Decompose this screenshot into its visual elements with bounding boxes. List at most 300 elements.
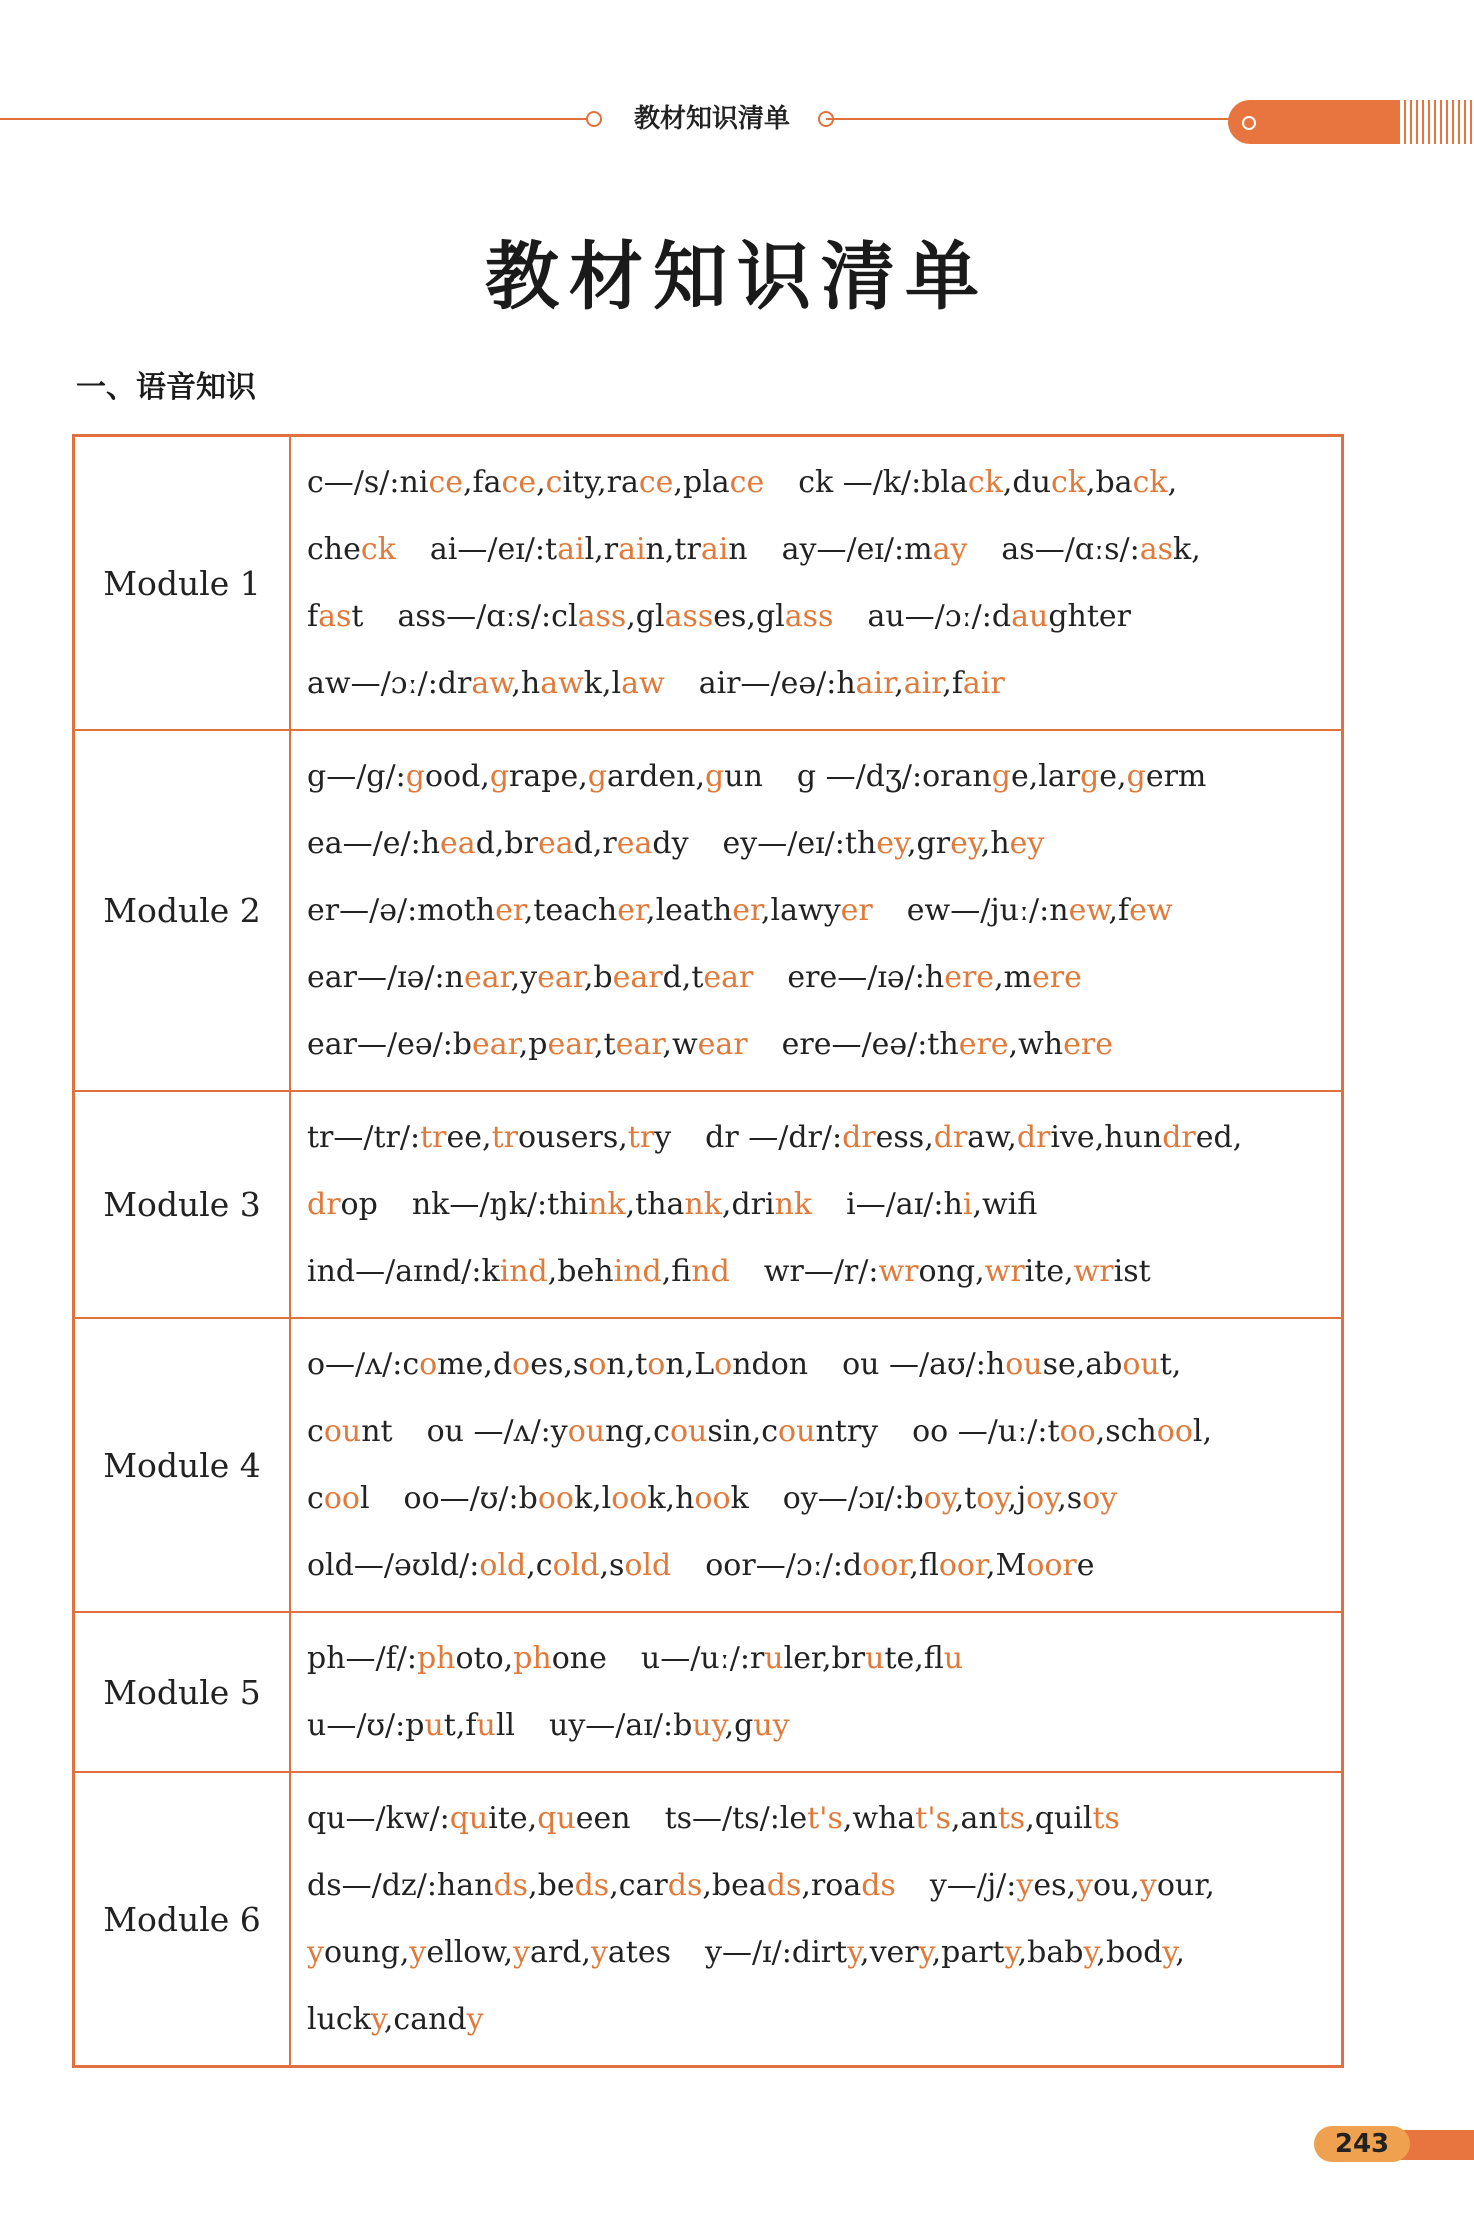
rule-text: ates [607,1935,671,1970]
rule-text: ou —/ʌ/:y [426,1414,568,1449]
rule-text: t,f [443,1708,477,1743]
highlighted-letters: g [1126,759,1146,794]
module-content [290,436,1343,731]
rule-text: u—/uː/:r [640,1641,765,1676]
highlighted-letters: ou [670,1414,708,1449]
rule-text: ds—/dz/:han [307,1868,494,1903]
highlighted-letters: oy [1026,1481,1058,1516]
highlighted-letters: u [424,1708,444,1743]
highlighted-letters: ind [691,1254,730,1289]
rule-text: y [654,1120,672,1155]
rule-text: u—/ʊ/:p [307,1708,425,1743]
rule-text: l [359,1481,370,1516]
highlighted-letters: ere [944,960,995,995]
highlighted-letters: as [1139,532,1174,567]
rule-text: ,f [942,666,963,701]
rule-text: oto, [455,1641,514,1676]
module-label: Module 5 [74,1612,291,1772]
highlighted-letters: oor [1026,1548,1077,1583]
rule-text: er—/ə/:moth [307,893,496,928]
highlighted-letters: ere [1032,960,1082,995]
highlighted-letters: y [307,1935,324,1970]
rule-text: ,du [1002,465,1051,500]
phonics-line [307,743,1327,810]
rule-text: ,fl [909,1548,939,1583]
rule-text: c—/s/:ni [307,465,429,500]
rule-text: k,l [573,1481,612,1516]
module-content [290,1772,1343,2067]
highlighted-letters: wr [984,1254,1025,1289]
highlighted-letters: g [405,759,425,794]
highlighted-letters: ea [440,826,476,861]
rule-text: ong, [918,1254,985,1289]
rule-text: g—/g/: [307,759,406,794]
module-label: Module 4 [74,1318,291,1612]
phonics-line [307,1171,1327,1238]
rule-text: ,roa [801,1868,862,1903]
phonics-line [307,877,1327,944]
rule-text: g —/dʒ/:oran [796,759,992,794]
rule-text: qu—/kw/: [307,1801,450,1836]
rule-text: ite, [488,1801,538,1836]
rule-text: sin,c [707,1414,779,1449]
rule-text: l, [1192,1414,1213,1449]
rule-text: ,pla [673,465,730,500]
highlighted-letters: ear [463,960,511,995]
highlighted-letters: nk [588,1187,626,1222]
rule-text: luck [307,2002,371,2037]
rule-text: aw—/ɔː/:dr [307,666,472,701]
rule-text: rape, [509,759,588,794]
rule-text: ,ba [1085,465,1133,500]
highlighted-letters: uy [692,1708,725,1743]
rule-text: ,bea [702,1868,767,1903]
highlighted-letters: nk [774,1187,813,1222]
highlighted-letters: ere [1063,1027,1113,1062]
highlighted-letters: ou [567,1414,606,1449]
rule-text: oung, [323,1935,410,1970]
highlighted-letters: dr [1016,1120,1051,1155]
rule-text: ea—/e/:h [307,826,441,861]
highlighted-letters: y [1004,1935,1018,1970]
rule-text: t, [1159,1347,1182,1382]
rule-text: oy—/ɔɪ/:b [782,1481,924,1516]
highlighted-letters: ts [997,1801,1026,1836]
rule-text: es,s [530,1347,589,1382]
phonics-rule [549,1708,790,1743]
rule-text: ,p [518,1027,548,1062]
rule-text: te,fl [884,1641,944,1676]
highlighted-letters: g [991,759,1011,794]
highlighted-letters: dr [842,1120,876,1155]
module-row [74,1318,1343,1612]
phonics-rule [723,826,1045,861]
phonics-rule [846,1187,1037,1222]
phonics-line [307,516,1327,583]
module-label: Module 1 [74,436,291,731]
highlighted-letters: aw [471,666,512,701]
phonics-rule [705,1935,1185,1970]
rule-text: ed, [1195,1120,1243,1155]
rule-text: c [307,1481,324,1516]
rule-text: ist [1113,1254,1151,1289]
rule-text: f [307,599,319,634]
phonics-line [307,1465,1327,1532]
module-label: Module 3 [74,1091,291,1318]
highlighted-letters: ce [729,465,765,500]
module-content [290,1612,1343,1772]
rule-text: n,t [606,1347,648,1382]
highlighted-letters: ear [703,960,754,995]
highlighted-letters: oo [323,1481,360,1516]
rule-text: uy—/aɪ/:b [549,1708,693,1743]
highlighted-letters: ai [700,532,729,567]
phonics-line [307,650,1327,717]
rule-text: ,f [661,1254,692,1289]
highlighted-letters: er [732,893,762,928]
phonics-line [307,1625,1327,1692]
rule-text: ,car [609,1868,668,1903]
highlighted-letters: ear [472,1027,519,1062]
highlighted-letters: o [588,1347,607,1382]
highlighted-letters: t's [915,1801,951,1836]
phonics-rule [797,759,1206,794]
highlighted-letters: aw [621,666,665,701]
rule-text: d,t [662,960,704,995]
header-rule-left-dot [586,111,602,127]
highlighted-letters: air [855,666,895,701]
rule-text: ew—/juː/:n [906,893,1069,928]
header-rule-left [0,118,588,120]
rule-text: one [551,1641,607,1676]
highlighted-letters: ass [784,599,834,634]
phonics-rule [307,893,873,928]
highlighted-letters: ey [876,826,907,861]
rule-text: ousers, [517,1120,628,1155]
rule-text: ere—/ɪə/:h [787,960,945,995]
highlighted-letters: ou [778,1414,816,1449]
rule-text: ,s [1057,1481,1083,1516]
phonics-rule [699,666,1005,701]
highlighted-letters: ou [1005,1347,1043,1382]
highlighted-letters: ph [416,1641,456,1676]
rule-text: ,ver [860,1935,919,1970]
highlighted-letters: y [409,1935,427,1970]
highlighted-letters: nk [684,1187,722,1222]
highlighted-letters: ay [932,532,968,567]
rule-text: ,wha [842,1801,916,1836]
highlighted-letters: er [840,893,873,928]
rule-text: ee, [446,1120,492,1155]
highlighted-letters: wr [878,1254,919,1289]
header-stripes-decoration [1398,100,1474,144]
phonics-rule [307,2002,484,2037]
rule-text: k [730,1481,749,1516]
highlighted-letters: old [552,1548,600,1583]
phonics-rule [307,1254,730,1289]
highlighted-letters: old [479,1548,527,1583]
phonics-rule [930,1868,1215,1903]
phonics-rule [397,599,833,634]
rule-text: ai—/eɪ/:t [429,532,558,567]
rule-text: , [536,465,546,500]
module-label: Module 6 [74,1772,291,2067]
highlighted-letters: ck [360,532,396,567]
phonics-rule [764,1254,1151,1289]
header-rule-right [826,118,1236,120]
highlighted-letters: ea [537,826,574,861]
rule-text: ,teach [523,893,618,928]
phonics-rule [307,1481,370,1516]
highlighted-letters: ds [574,1868,610,1903]
rule-text: e [1076,1548,1095,1583]
rule-text: au—/ɔː/:d [867,599,1012,634]
highlighted-letters: g [587,759,607,794]
rule-text: ,wif [972,1187,1038,1222]
highlighted-letters: ds [766,1868,802,1903]
rule-text: e, [1099,759,1127,794]
highlighted-letters: aw [540,666,584,701]
rule-text: ay—/eɪ/:m [781,532,933,567]
highlighted-letters: ck [967,465,1003,500]
module-content [290,1318,1343,1612]
highlighted-letters: ass [577,599,627,634]
rule-text: y—/ɪ/:dirt [705,1935,848,1970]
highlighted-letters: oor [938,1548,987,1583]
rule-text: our, [1156,1868,1215,1903]
highlighted-letters: ear [697,1027,748,1062]
highlighted-letters: y [590,1935,608,1970]
phonics-rule [307,1414,393,1449]
phonics-rule [307,1548,671,1583]
highlighted-letters: o [714,1347,733,1382]
phonics-rule [307,1027,748,1062]
highlighted-letters: qu [537,1801,576,1836]
rule-text: ite, [1024,1254,1074,1289]
rule-text: un [724,759,763,794]
phonics-rule [427,1414,879,1449]
highlighted-letters: oy [923,1481,955,1516]
rule-text: , [894,666,904,701]
rule-text: nt [361,1414,393,1449]
rule-text: k,h [647,1481,695,1516]
rule-text: l,r [584,532,619,567]
phonics-line [307,1011,1327,1078]
page-number: 243 [1314,2126,1410,2162]
highlighted-letters: ass [664,599,714,634]
rule-text: n,tr [645,532,701,567]
highlighted-letters: ind [613,1254,662,1289]
highlighted-letters: y [466,2002,484,2037]
rule-text: ard, [529,1935,591,1970]
phonics-rule [307,1708,515,1743]
rule-text: ,j [1007,1481,1027,1516]
phonics-rule [307,759,763,794]
rule-text: es, [1033,1868,1077,1903]
phonics-rule [404,1481,749,1516]
module-row [74,1772,1343,2067]
phonics-rule [641,1641,963,1676]
highlighted-letters: o [647,1347,666,1382]
rule-text: ey—/eɪ/:th [722,826,877,861]
highlighted-letters: ou [323,1414,362,1449]
rule-text: che [307,532,361,567]
phonics-rule [787,960,1082,995]
highlighted-letters: ear [615,1027,663,1062]
phonics-rule [307,666,665,701]
rule-text: ind—/aɪnd/:k [307,1254,500,1289]
rule-text: ,be [528,1868,575,1903]
rule-text: ll [495,1708,516,1743]
highlighted-letters: ce [501,465,537,500]
highlighted-letters: i [962,1187,973,1222]
phonics-rule [307,1120,671,1155]
rule-text: ,beh [547,1254,614,1289]
rule-text: ,leath [646,893,733,928]
highlighted-letters: old [624,1548,672,1583]
phonics-line [307,449,1327,516]
rule-text: ,w [662,1027,698,1062]
phonics-rule [412,1187,812,1222]
rule-text: ,bod [1096,1935,1163,1970]
highlighted-letters: g [1080,759,1100,794]
module-content [290,1091,1343,1318]
phonics-rule [705,1548,1094,1583]
highlighted-letters: oy [976,1481,1008,1516]
highlighted-letters: ck [1050,465,1086,500]
phonics-rule [798,465,1177,500]
rule-text: ,gr [906,826,951,861]
rule-text: ng,c [605,1414,670,1449]
phonics-line [307,944,1327,1011]
highlighted-letters: y [513,1935,530,1970]
page-number-badge [1304,2124,1474,2164]
module-row [74,1091,1343,1318]
rule-text: k,l [583,666,622,701]
highlighted-letters: o [419,1347,438,1382]
rule-text: ,b [583,960,613,995]
highlighted-letters: y [1162,1935,1176,1970]
highlighted-letters: ai [557,532,585,567]
module-label: Module 2 [74,730,291,1091]
rule-text: ,h [980,826,1010,861]
highlighted-letters: u [943,1641,964,1676]
rule-text: dr —/dr/: [705,1120,843,1155]
highlighted-letters: oo [1156,1414,1193,1449]
highlighted-letters: y [918,1935,932,1970]
phonics-line [307,1104,1327,1171]
rule-text: n [728,532,748,567]
highlighted-letters: t's [807,1801,843,1836]
rule-text: ear—/ɪə/:n [307,960,464,995]
highlighted-letters: y [1076,1868,1093,1903]
highlighted-letters: u [865,1641,885,1676]
highlighted-letters: ds [861,1868,896,1903]
phonics-line [307,1398,1327,1465]
rule-text: ,f [1108,893,1130,928]
highlighted-letters: ts [1092,1801,1120,1836]
phonics-rule [782,1027,1113,1062]
highlighted-letters: ear [612,960,663,995]
rule-text: ck —/k/:bla [798,465,968,500]
rule-text: ive,hun [1050,1120,1163,1155]
highlighted-letters: y [1083,1935,1097,1970]
rule-text: old—/əʊld/: [307,1548,480,1583]
phonics-rule [907,893,1173,928]
rule-text: ,lawy [761,893,841,928]
highlighted-letters: ds [493,1868,529,1903]
highlighted-letters: au [1011,599,1049,634]
phonics-rule [307,1641,607,1676]
rule-text: ,sch [1095,1414,1157,1449]
highlighted-letters: ai [618,532,646,567]
rule-text: ,M [986,1548,1027,1583]
rule-text: oo —/uː/:t [912,1414,1060,1449]
rule-text: ,cand [383,2002,467,2037]
rule-text: ntry [815,1414,879,1449]
highlighted-letters: oo [694,1481,731,1516]
highlighted-letters: ear [537,960,584,995]
highlighted-letters: air [962,666,1005,701]
highlighted-letters: air [903,666,943,701]
rule-text: een [575,1801,631,1836]
rule-text: as—/ɑːs/: [1001,532,1140,567]
highlighted-letters: dr [933,1120,968,1155]
highlighted-letters: ear [547,1027,595,1062]
highlighted-letters: er [617,893,647,928]
phonics-rule [782,532,968,567]
rule-text: ,h [511,666,541,701]
rule-text: ph—/f/: [307,1641,417,1676]
highlighted-letters: ind [499,1254,548,1289]
rule-text: d,br [475,826,538,861]
phonics-rule [1001,532,1200,567]
highlighted-letters: oy [1082,1481,1118,1516]
highlighted-letters: u [476,1708,496,1743]
rule-text: ,dri [721,1187,775,1222]
rule-text: ,quil [1025,1801,1093,1836]
rule-text: d,r [573,826,617,861]
module-row [74,1612,1343,1772]
rule-text: ou, [1092,1868,1140,1903]
phonics-rule [307,1801,631,1836]
rule-text: , [1167,465,1178,500]
rule-text: c [307,1414,324,1449]
highlighted-letters: ds [667,1868,703,1903]
phonics-line [307,1785,1327,1852]
rule-text: es,gl [713,599,785,634]
section-title: 一、语音知识 [76,370,256,405]
highlighted-letters: tr [627,1120,655,1155]
highlighted-letters: ou [1122,1347,1160,1382]
rule-text: ity,ra [562,465,639,500]
phonics-rule [783,1481,1117,1516]
highlighted-letters: dr [1162,1120,1196,1155]
rule-text: , [1175,1935,1185,1970]
phonics-rule [705,1120,1242,1155]
phonics-line [307,1986,1327,2053]
rule-text: me,d [437,1347,513,1382]
highlighted-letters: ey [1009,826,1045,861]
rule-text: dy [652,826,689,861]
rule-text: ,t [954,1481,977,1516]
highlighted-letters: ea [616,826,653,861]
phonics-rule [307,1868,896,1903]
rule-text: n,L [665,1347,715,1382]
rule-text: nk—/ŋk/:thi [411,1187,589,1222]
highlighted-letters: g [705,759,725,794]
rule-text: ghter [1048,599,1132,634]
